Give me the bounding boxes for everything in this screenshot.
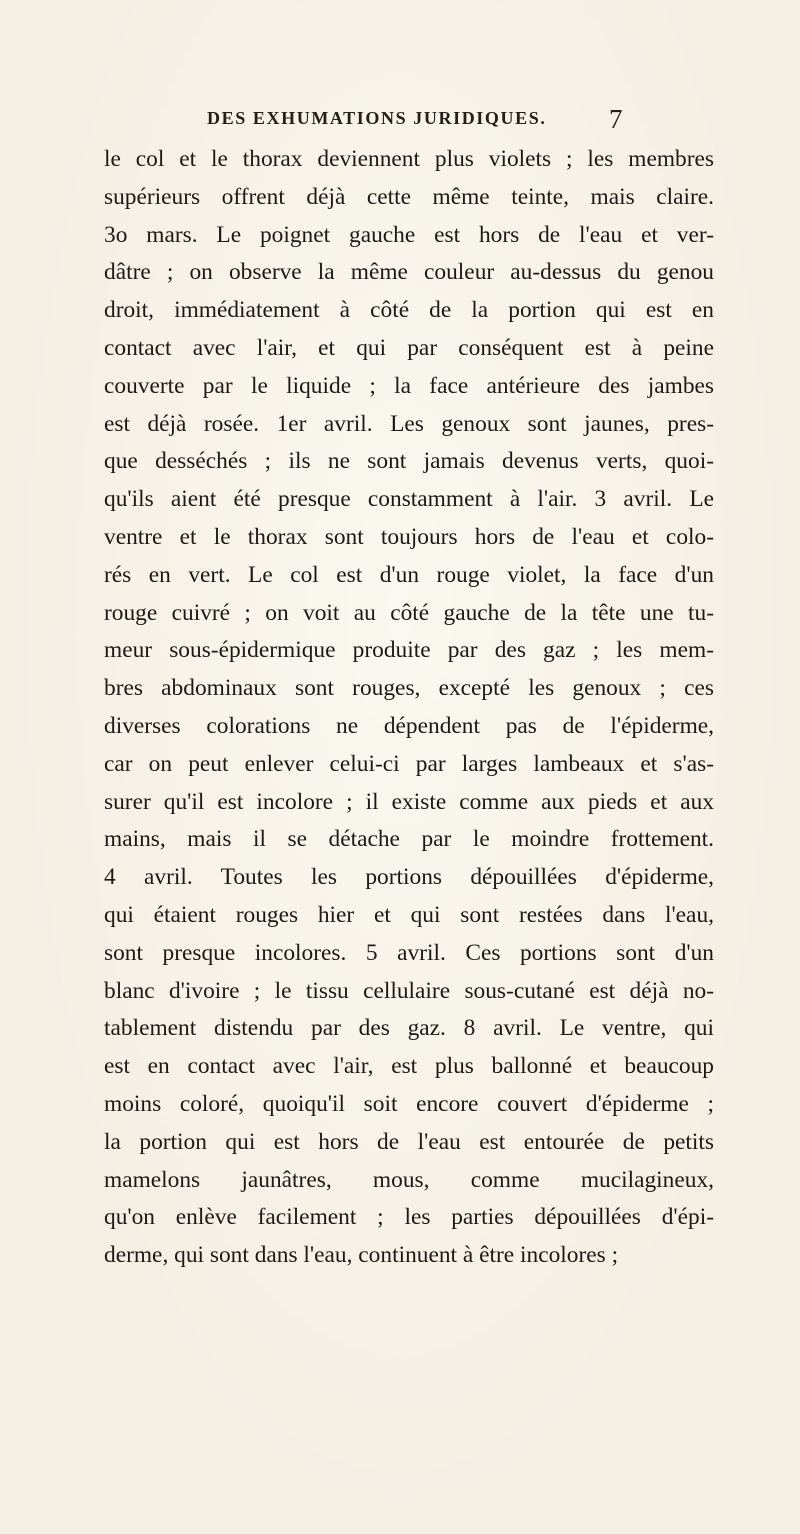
text-line: blanc d'ivoire ; le tissu cellulaire sous-cutané est déjà no-: [104, 977, 714, 1004]
page-number: 7: [609, 104, 623, 134]
running-title: DES EXHUMATIONS JURIDIQUES.: [207, 108, 547, 128]
text-line: moins coloré, quoiqu'il soit encore couvert d'épiderme ;: [104, 1090, 714, 1117]
text-line: que desséchés ; ils ne sont jamais devenus verts, quoi-: [104, 448, 714, 475]
text-line: contact avec l'air, et qui par conséquent est à peine: [104, 334, 714, 361]
text-line: surer qu'il est incolore ; il existe comme aux pieds et aux: [104, 788, 714, 815]
text-line: la portion qui est hors de l'eau est entourée de petits: [104, 1128, 714, 1155]
text-line: le col et le thorax deviennent plus violets ; les membres: [104, 146, 714, 172]
text-line: meur sous-épidermique produite par des gaz ; les mem-: [104, 637, 714, 664]
text-line: derme, qui sont dans l'eau, continuent à être incolores ;: [104, 1242, 619, 1269]
text-line: sont presque incolores. 5 avril. Ces portions sont d'un: [104, 939, 714, 966]
text-line: couverte par le liquide ; la face antérieure des jambes: [104, 372, 714, 399]
text-line: mamelons jaunâtres, mous, comme mucilagineux,: [104, 1166, 714, 1193]
text-line: bres abdominaux sont rouges, excepté les genoux ; ces: [104, 675, 714, 702]
text-line: 3o mars. Le poignet gauche est hors de l'eau et ver-: [104, 221, 714, 248]
text-line: car on peut enlever celui-ci par larges lambeaux et s'as-: [104, 750, 714, 777]
text-line: qu'on enlève facilement ; les parties dépouillées d'épi-: [104, 1204, 714, 1231]
body-text: [104, 141, 714, 1275]
text-line: qui étaient rouges hier et qui sont restées dans l'eau,: [104, 901, 714, 928]
text-line: tablement distendu par des gaz. 8 avril. Le ventre, qui: [104, 1015, 714, 1042]
text-line: diverses colorations ne dépendent pas de l'épiderme,: [104, 712, 714, 739]
text-line: droit, immédiatement à côté de la portion qui est en: [104, 297, 714, 324]
text-line: supérieurs offrent déjà cette même teinte, mais claire.: [104, 183, 714, 210]
text-line: rouge cuivré ; on voit au côté gauche de la tête une tu-: [104, 599, 714, 626]
text-line: qu'ils aient été presque constamment à l'air. 3 avril. Le: [104, 486, 714, 513]
text-line: est en contact avec l'air, est plus ballonné et beaucoup: [104, 1053, 714, 1080]
text-line: est déjà rosée. 1er avril. Les genoux sont jaunes, pres-: [104, 410, 714, 437]
text-line: dâtre ; on observe la même couleur au-dessus du genou: [104, 259, 714, 286]
text-line: rés en vert. Le col est d'un rouge violet, la face d'un: [104, 561, 714, 588]
running-head: [0, 104, 800, 138]
text-line: ventre et le thorax sont toujours hors de l'eau et colo-: [104, 523, 714, 550]
text-line: mains, mais il se détache par le moindre frottement.: [104, 826, 714, 853]
text-line: 4 avril. Toutes les portions dépouillées d'épiderme,: [104, 864, 714, 891]
